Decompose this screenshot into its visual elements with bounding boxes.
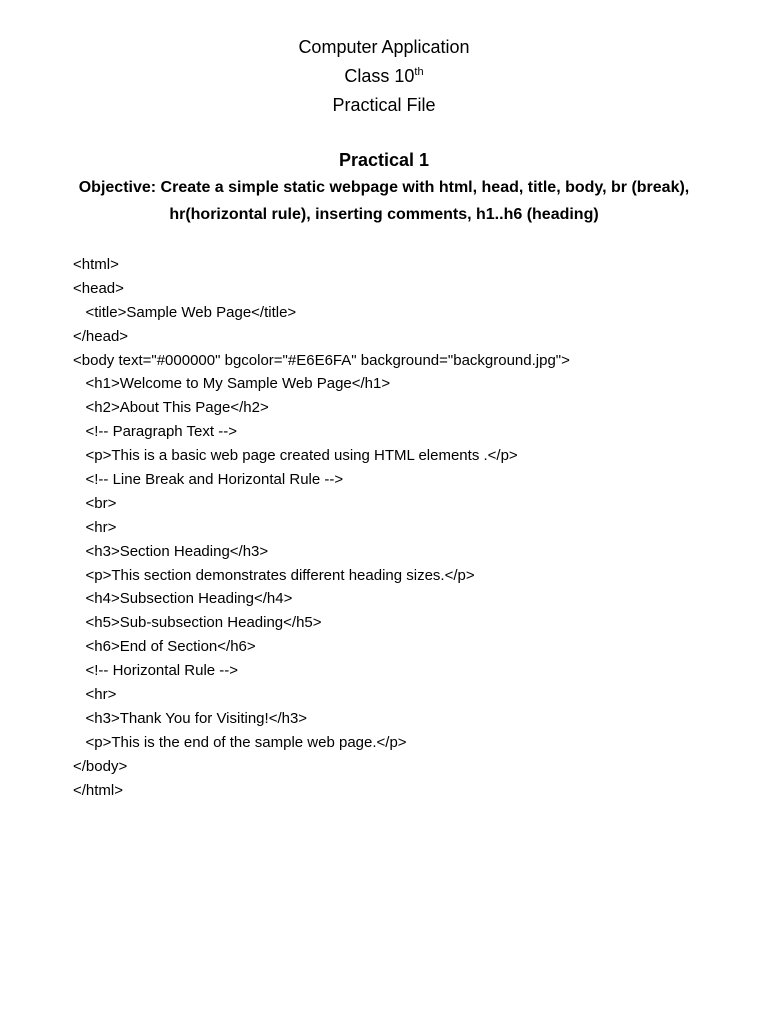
subject-title: Computer Application — [298, 37, 470, 57]
code-line: <p>This is a basic web page created using HTML elements .</p> — [73, 447, 518, 465]
code-line: <!-- Horizontal Rule --> — [73, 662, 239, 680]
document-header — [0, 33, 768, 120]
class-line — [0, 62, 768, 91]
code-line: <hr> — [73, 518, 117, 536]
code-line: <br> — [73, 494, 117, 512]
code-line: <hr> — [73, 686, 117, 704]
code-line: </html> — [73, 781, 124, 799]
code-line: <!-- Paragraph Text --> — [73, 423, 237, 441]
file-title: Practical File — [332, 95, 436, 115]
code-line: <h3>Thank You for Visiting!</h3> — [73, 709, 308, 727]
code-line: <title>Sample Web Page</title> — [73, 303, 297, 321]
class-superscript: th — [414, 66, 424, 78]
code-line: <!-- Line Break and Horizontal Rule --> — [73, 471, 344, 489]
code-line: <h4>Subsection Heading</h4> — [73, 590, 293, 608]
code-line: <p>This is the end of the sample web page.</p> — [73, 733, 407, 751]
code-line: </head> — [73, 327, 129, 345]
code-line: <h2>About This Page</h2> — [73, 399, 269, 417]
code-line: <p>This section demonstrates different heading sizes.</p> — [73, 566, 475, 584]
code-line: <html> — [73, 256, 119, 273]
code-line: <h5>Sub-subsection Heading</h5> — [73, 614, 322, 632]
practical-title: Practical 1 — [338, 150, 430, 170]
code-line: <h3>Section Heading</h3> — [73, 542, 269, 560]
code-listing — [73, 253, 733, 802]
code-line: <body text="#000000" bgcolor="#E6E6FA" background="background.jpg"> — [73, 351, 570, 369]
class-label: Class 10 — [344, 66, 415, 86]
code-line: <h6>End of Section</h6> — [73, 638, 256, 656]
objective-text: Objective: Create a simple static webpage with html, head, title, body, br (break), hr(horizontal rule), inserting comments, h1..h6 (heading) — [78, 179, 690, 223]
code-line: <h1>Welcome to My Sample Web Page</h1> — [73, 375, 391, 393]
code-line: <head> — [73, 279, 124, 297]
code-line: </body> — [73, 757, 128, 775]
